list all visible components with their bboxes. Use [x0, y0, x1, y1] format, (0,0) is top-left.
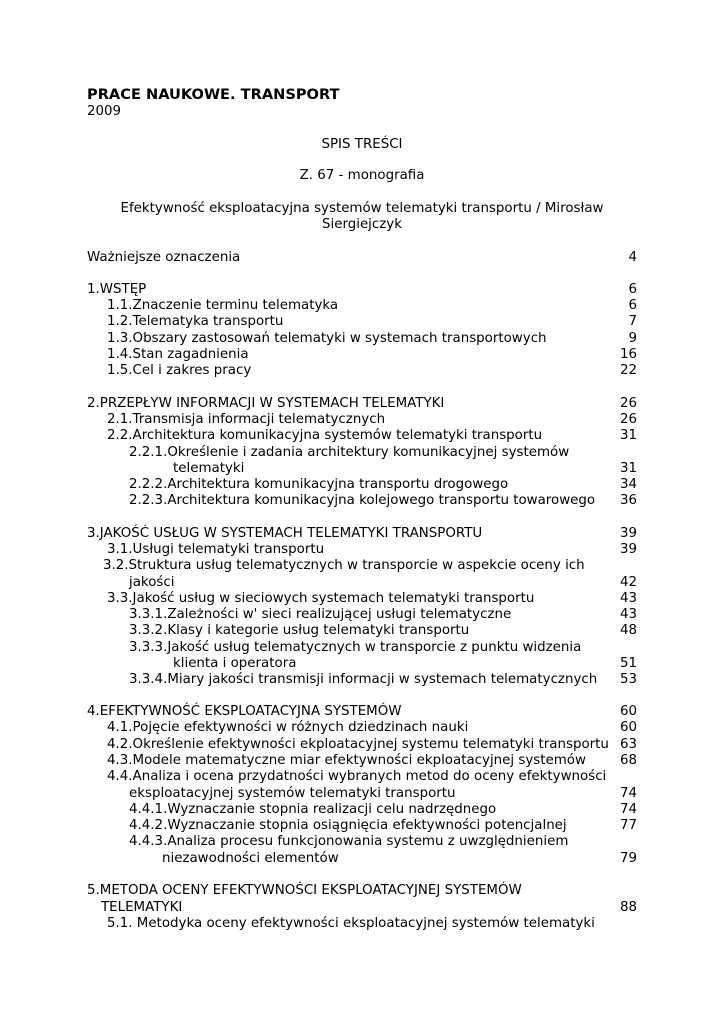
toc-entry [0, 542, 724, 558]
toc-entry-text: 1.2.Telematyka transportu [107, 314, 284, 329]
toc-entry-text: 3.3.Jakość usług w sieciowych systemach telematyki transportu [107, 591, 535, 606]
toc-entry [0, 623, 724, 639]
toc-entry-page: 51 [619, 656, 637, 671]
toc-entry [0, 591, 724, 607]
toc-entry [0, 526, 724, 542]
toc-entry-text: 4.1.Pojęcie efektywności w różnych dziedzinach nauki [107, 720, 469, 735]
toc-entry-text: 4.EFEKTYWNOŚĆ EKSPLOATACYJNA SYSTEMÓW [87, 704, 402, 719]
toc-entry [0, 818, 724, 834]
toc-entry [0, 396, 724, 412]
toc-entry [0, 900, 724, 916]
toc-entry [0, 412, 724, 428]
toc-entry [0, 753, 724, 769]
toc-entry [0, 916, 724, 932]
toc-entry-text: niezawodności elementów [162, 851, 339, 866]
toc-entry [0, 428, 724, 444]
journal-title: PRACE NAUKOWE. TRANSPORT [87, 86, 340, 103]
toc-entry-page: 31 [619, 461, 637, 476]
toc-entry-text: Ważniejsze oznaczenia [87, 250, 241, 265]
toc-entry [0, 883, 724, 899]
toc-entry-page: 77 [619, 818, 637, 833]
toc-entry-text: 1.1.Znaczenie terminu telematyka [107, 298, 339, 313]
toc-entry-text: eksploatacyjnej systemów telematyki transportu [129, 786, 456, 801]
toc-entry [0, 461, 724, 477]
toc-entry-text: 3.3.1.Zależności w' sieci realizującej usługi telematyczne [129, 607, 512, 622]
toc-entry-page: 48 [619, 623, 637, 638]
toc-entry-page: 7 [628, 314, 637, 329]
toc-entry [0, 282, 724, 298]
toc-entry-page: 60 [619, 704, 637, 719]
toc-entry-text: 3.3.4.Miary jakości transmisji informacji w systemach telematycznych [129, 672, 598, 687]
toc-entry-page: 39 [619, 542, 637, 557]
toc-entry-page: 34 [619, 477, 637, 492]
contents-heading: SPIS TREŚCI [321, 137, 403, 152]
toc-entry [0, 493, 724, 509]
toc-entry [0, 737, 724, 753]
toc-entry-text: 3.3.2.Klasy i kategorie usług telematyki transportu [129, 623, 470, 638]
issue-label: Z. 67 - monografia [299, 168, 425, 183]
toc-entry-text: 2.2.1.Określenie i zadania architektury komunikacyjnej systemów [129, 445, 570, 460]
toc-entry-page: 42 [619, 575, 637, 590]
toc-entry-text: 4.3.Modele matematyczne miar efektywności ekploatacyjnej systemów [107, 753, 586, 768]
toc-entry-text: 2.PRZEPŁYW INFORMACJI W SYSTEMACH TELEMATYKI [87, 396, 445, 411]
toc-entry [0, 314, 724, 330]
journal-year: 2009 [87, 104, 122, 119]
toc-entry-page: 26 [619, 412, 637, 427]
toc-entry [0, 607, 724, 623]
toc-entry-page: 43 [619, 591, 637, 606]
toc-entry-text: 2.2.3.Architektura komunikacyjna kolejowego transportu towarowego [129, 493, 596, 508]
toc-entry [0, 558, 724, 574]
toc-entry-text: 4.2.Określenie efektywności ekploatacyjnej systemu telematyki transportu [107, 737, 609, 752]
toc-entry-text: 2.1.Transmisja informacji telematycznych [107, 412, 386, 427]
toc-entry-text: 1.WSTĘP [87, 282, 147, 297]
toc-entry-page: 74 [619, 786, 637, 801]
toc-entry-text: telematyki [173, 461, 245, 476]
toc-entry-text: 3.2.Struktura usług telematycznych w transporcie w aspekcie oceny ich [103, 558, 585, 573]
toc-entry-text: 3.1.Usługi telematyki transportu [107, 542, 325, 557]
toc-entry-page: 88 [619, 900, 637, 915]
toc-entry-page: 60 [619, 720, 637, 735]
toc-entry-text: 2.2.Architektura komunikacyjna systemów telematyki transportu [107, 428, 543, 443]
toc-entry-page: 74 [619, 802, 637, 817]
toc-entry-text: 4.4.3.Analiza procesu funkcjonowania systemu z uwzględnieniem [129, 834, 569, 849]
toc-entry [0, 672, 724, 688]
toc-entry-text: 1.5.Cel i zakres pracy [107, 363, 252, 378]
toc-entry [0, 298, 724, 314]
toc-entry-text: 3.3.3.Jakość usług telematycznych w transporcie z punktu widzenia [129, 640, 582, 655]
toc-entry-page: 36 [619, 493, 637, 508]
toc-entry-text: 5.1. Metodyka oceny efektywności eksploatacyjnej systemów telematyki [107, 916, 595, 931]
book-title: Efektywność eksploatacyjna systemów telematyki transportu / Mirosław Siergiejczyk [120, 201, 604, 232]
toc-entry [0, 250, 724, 266]
toc-entry-page: 4 [628, 250, 637, 265]
toc-entry-page: 16 [619, 347, 637, 362]
toc-entry [0, 834, 724, 850]
toc-entry-page: 31 [619, 428, 637, 443]
toc-entry-text: 5.METODA OCENY EFEKTYWNOŚCI EKSPLOATACYJNEJ SYSTEMÓW [87, 883, 522, 898]
toc-entry-page: 6 [628, 298, 637, 313]
toc-entry-text: 1.4.Stan zagadnienia [107, 347, 249, 362]
toc-entry-page: 68 [619, 753, 637, 768]
toc-entry [0, 331, 724, 347]
toc-entry [0, 477, 724, 493]
toc-entry [0, 769, 724, 785]
toc-entry-text: 2.2.2.Architektura komunikacyjna transportu drogowego [129, 477, 509, 492]
toc-entry-text: 1.3.Obszary zastosowań telematyki w systemach transportowych [107, 331, 547, 346]
toc-entry [0, 704, 724, 720]
toc-entry-text: 4.4.2.Wyznaczanie stopnia osiągnięcia efektywności potencjalnej [129, 818, 567, 833]
toc-entry-page: 39 [619, 526, 637, 541]
toc-entry-text: jakości [129, 575, 175, 590]
toc-entry-page: 79 [619, 851, 637, 866]
toc-entry [0, 656, 724, 672]
toc-entry-page: 6 [628, 282, 637, 297]
toc-entry [0, 786, 724, 802]
toc-entry-page: 22 [619, 363, 637, 378]
toc-entry [0, 445, 724, 461]
toc-entry [0, 720, 724, 736]
toc-entry [0, 363, 724, 379]
toc-entry-text: 3.JAKOŚĆ USŁUG W SYSTEMACH TELEMATYKI TRANSPORTU [87, 526, 483, 541]
toc-entry-text: klienta i operatora [173, 656, 297, 671]
toc-entry-page: 63 [619, 737, 637, 752]
toc-entry-text: TELEMATYKI [101, 900, 183, 915]
toc-entry [0, 347, 724, 363]
toc-entry [0, 851, 724, 867]
toc-entry-page: 26 [619, 396, 637, 411]
toc-entry [0, 802, 724, 818]
toc-entry [0, 640, 724, 656]
toc-entry-page: 43 [619, 607, 637, 622]
toc-entry-page: 53 [619, 672, 637, 687]
toc-entry [0, 575, 724, 591]
toc-entry-text: 4.4.1.Wyznaczanie stopnia realizacji celu nadrzędnego [129, 802, 497, 817]
toc-entry-text: 4.4.Analiza i ocena przydatności wybranych metod do oceny efektywności [107, 769, 607, 784]
toc-entry-page: 9 [628, 331, 637, 346]
